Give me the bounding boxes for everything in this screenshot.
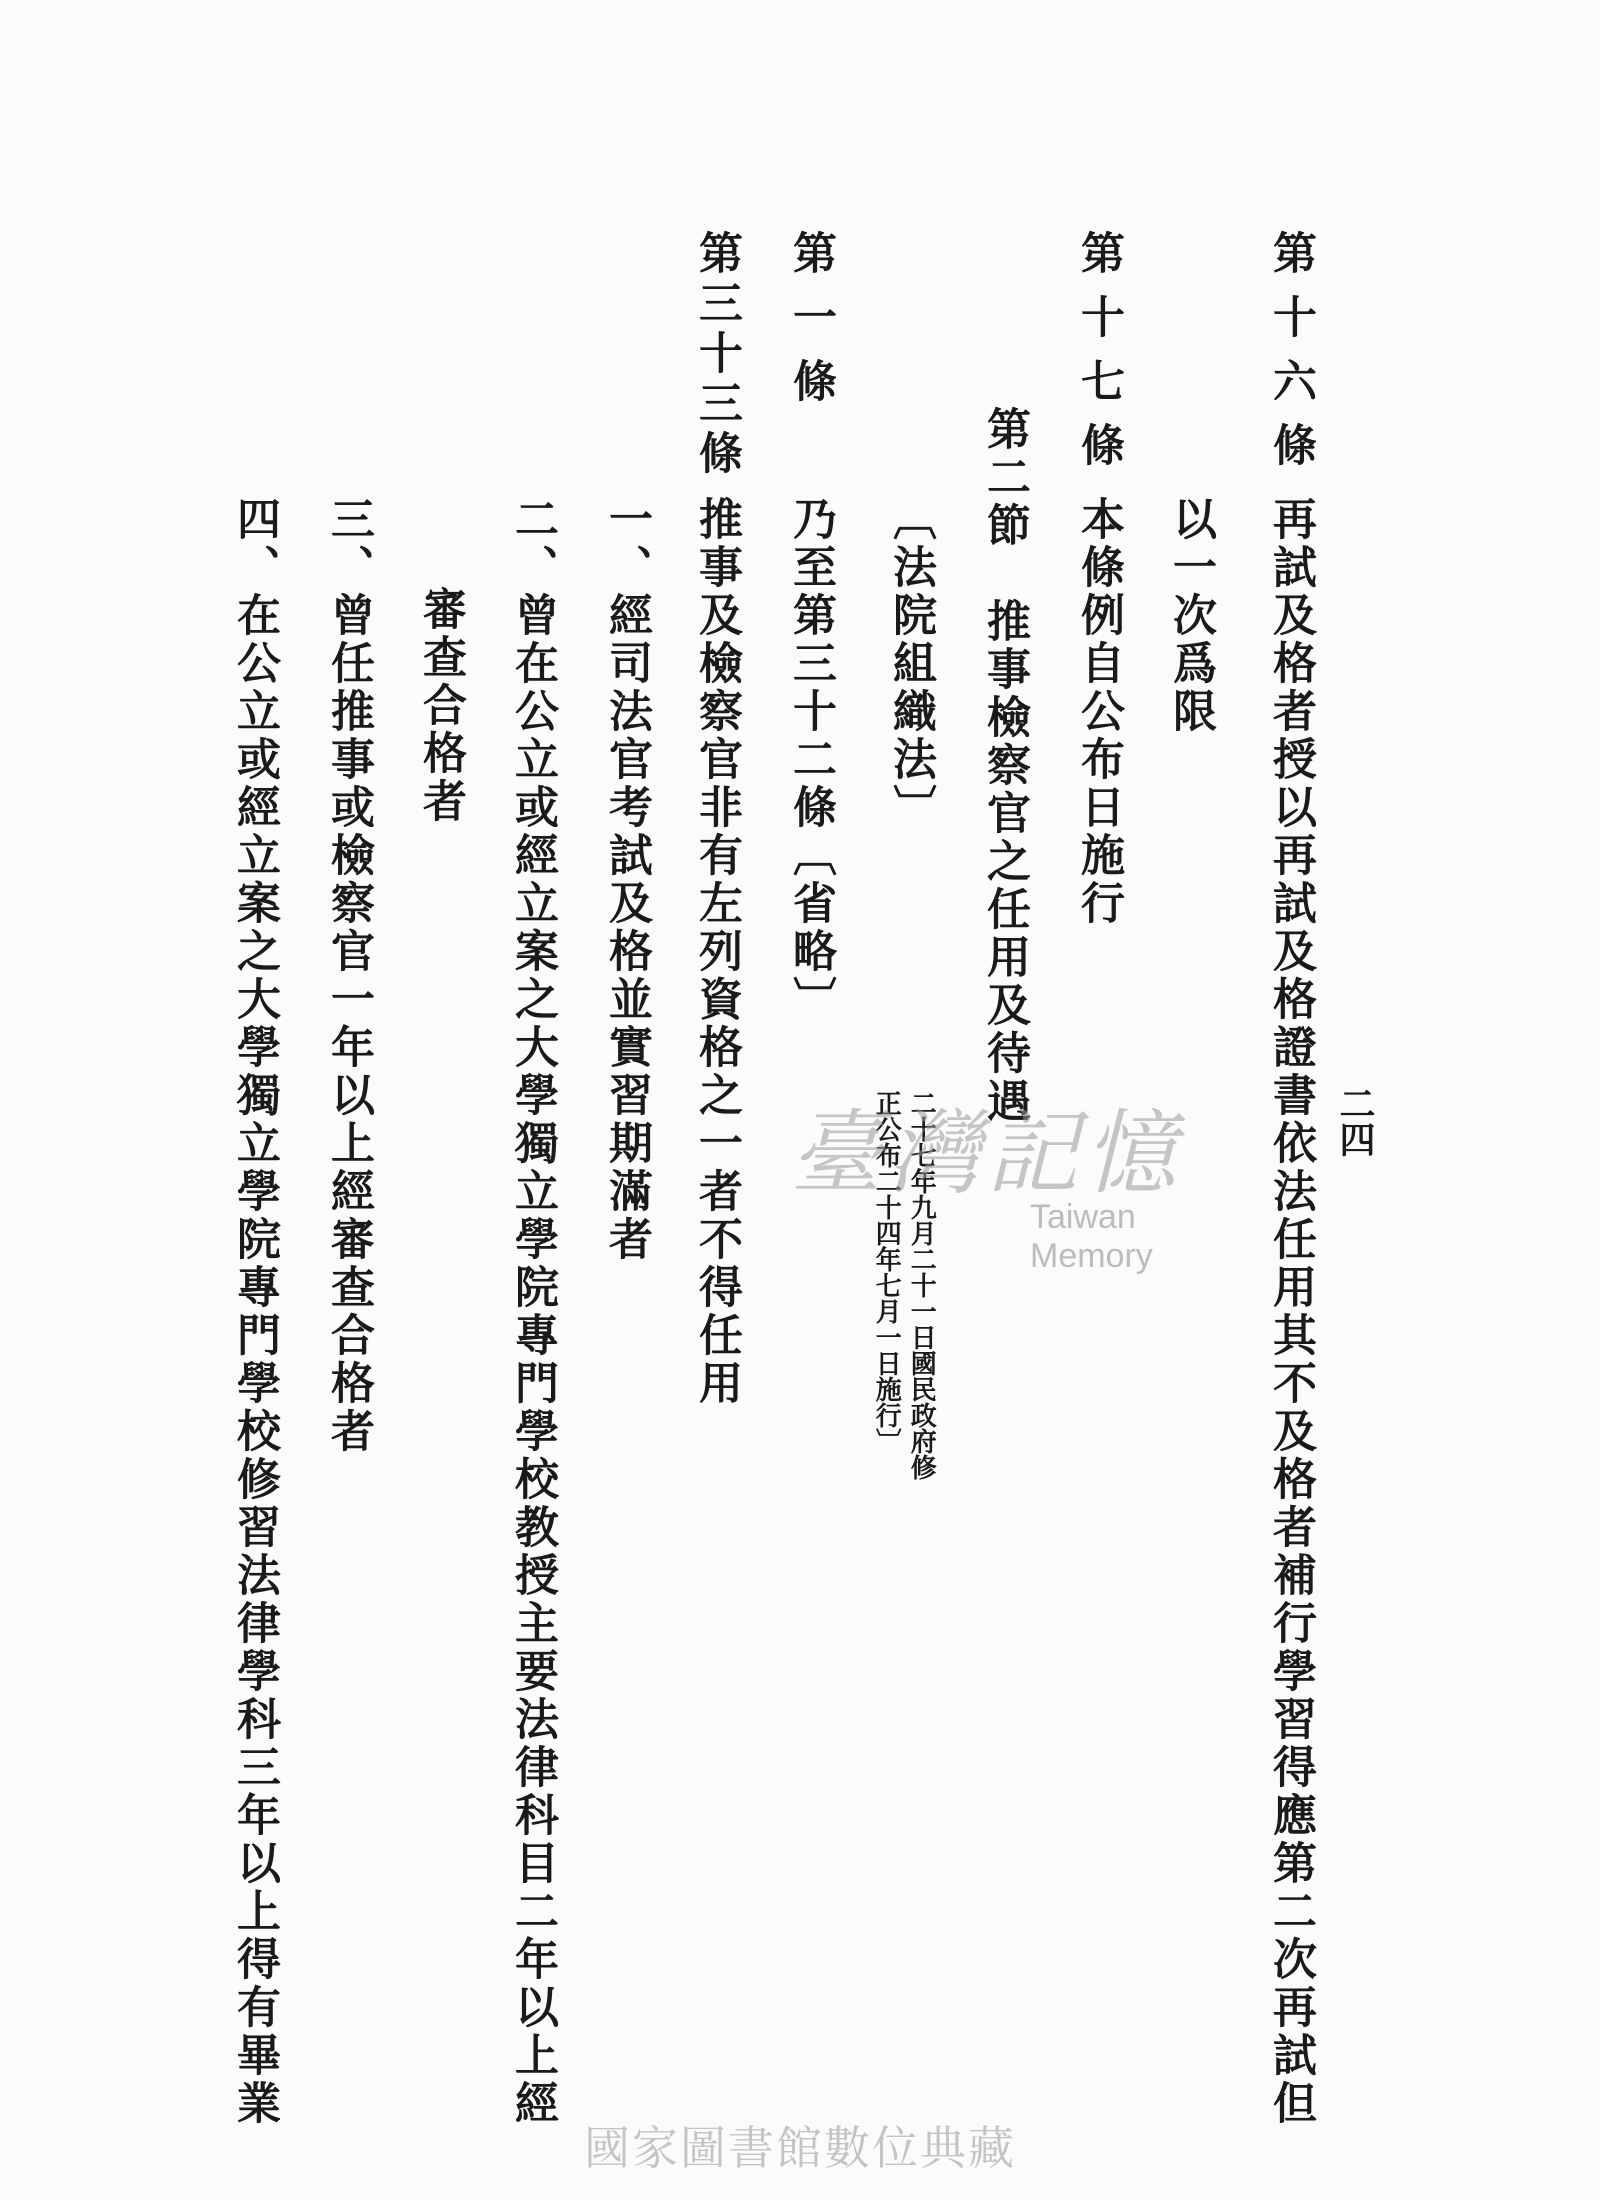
taiwan-memory-watermark <box>790 1080 1250 1280</box>
watermark-chinese: 臺灣記憶 <box>790 1100 1183 1207</box>
article-16-heading: 第十六條 <box>1265 230 1316 486</box>
article-17-heading: 第十七條 <box>1073 230 1124 486</box>
article-16-text-line2: 以一次爲限 <box>1165 496 1216 736</box>
item-3: 三、曾任推事或檢察官一年以上經審查合格者 <box>323 496 374 1456</box>
article-33-text: 推事及檢察官非有左列資格之一者不得任用 <box>691 496 742 1408</box>
article-17-text: 本條例自公布日施行 <box>1073 496 1124 928</box>
page-number: 二四 <box>1334 1085 1376 1157</box>
law-note-line2: 正公布二十四年七月一日施行〕 <box>871 1090 902 1454</box>
section-title: 第二節 推事檢察官之任用及待遇 <box>979 406 1030 1126</box>
item-1: 一、經司法官考試及格並實習期滿者 <box>601 496 652 1264</box>
law-note-line1: 二十七年九月二十一日國民政府修 <box>906 1090 937 1480</box>
law-name: 〔法院組織法〕 <box>885 496 936 832</box>
item-2-line2: 審查合格者 <box>415 586 466 826</box>
watermark-english: Taiwan Memory <box>1030 1198 1153 1275</box>
article-1-text: 乃至第三十二條〔省略〕 <box>785 496 836 1024</box>
article-1-heading: 第一條 <box>785 230 836 422</box>
footer-credit: 國家圖書館數位典藏 <box>584 2122 1016 2174</box>
item-2-line1: 二、曾在公立或經立案之大學獨立學院專門學校教授主要法律科目二年以上經 <box>507 496 558 2128</box>
article-16-text-line1: 再試及格者授以再試及格證書依法任用其不及格者補行學習得應第二次再試但 <box>1265 496 1316 2128</box>
article-33-heading: 第三十三條 <box>691 230 742 480</box>
item-4: 四、在公立或經立案之大學獨立學院專門學校修習法律學科三年以上得有畢業 <box>229 496 280 2128</box>
